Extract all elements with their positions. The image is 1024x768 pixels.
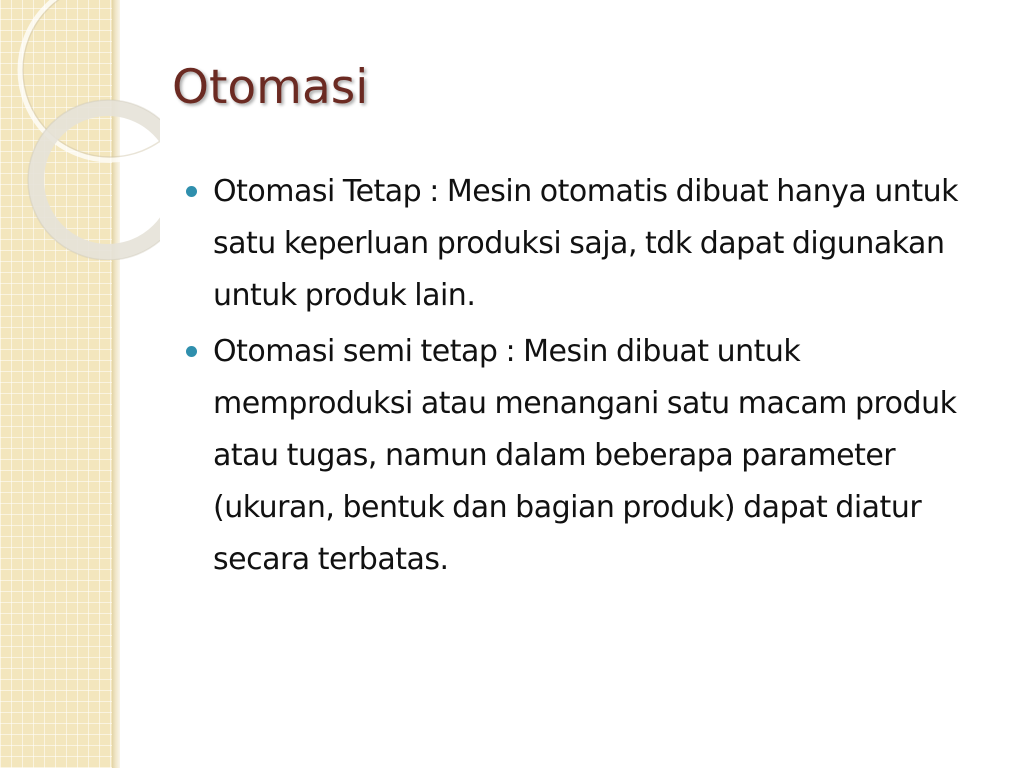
bullet-list — [186, 166, 996, 590]
bullet-dot-icon — [186, 186, 197, 197]
bullet-text: Otomasi semi tetap : Mesin dibuat untuk memproduksi atau menangani satu macam produk atau tugas, namun dalam beberapa parameter (ukuran, bentuk dan bagian produk) dapat diatur secara terbatas. — [213, 334, 957, 577]
bullet-text: Otomasi Tetap : Mesin otomatis dibuat hanya untuk satu keperluan produksi saja, tdk dapat digunakan untuk produk lain. — [213, 174, 958, 313]
slide-title: Otomasi — [172, 60, 369, 115]
decorative-ring-small — [36, 108, 160, 252]
bullet-dot-icon — [186, 346, 197, 357]
decorative-rings — [0, 0, 160, 260]
bullet-item — [186, 166, 996, 322]
bullet-item — [186, 326, 996, 586]
